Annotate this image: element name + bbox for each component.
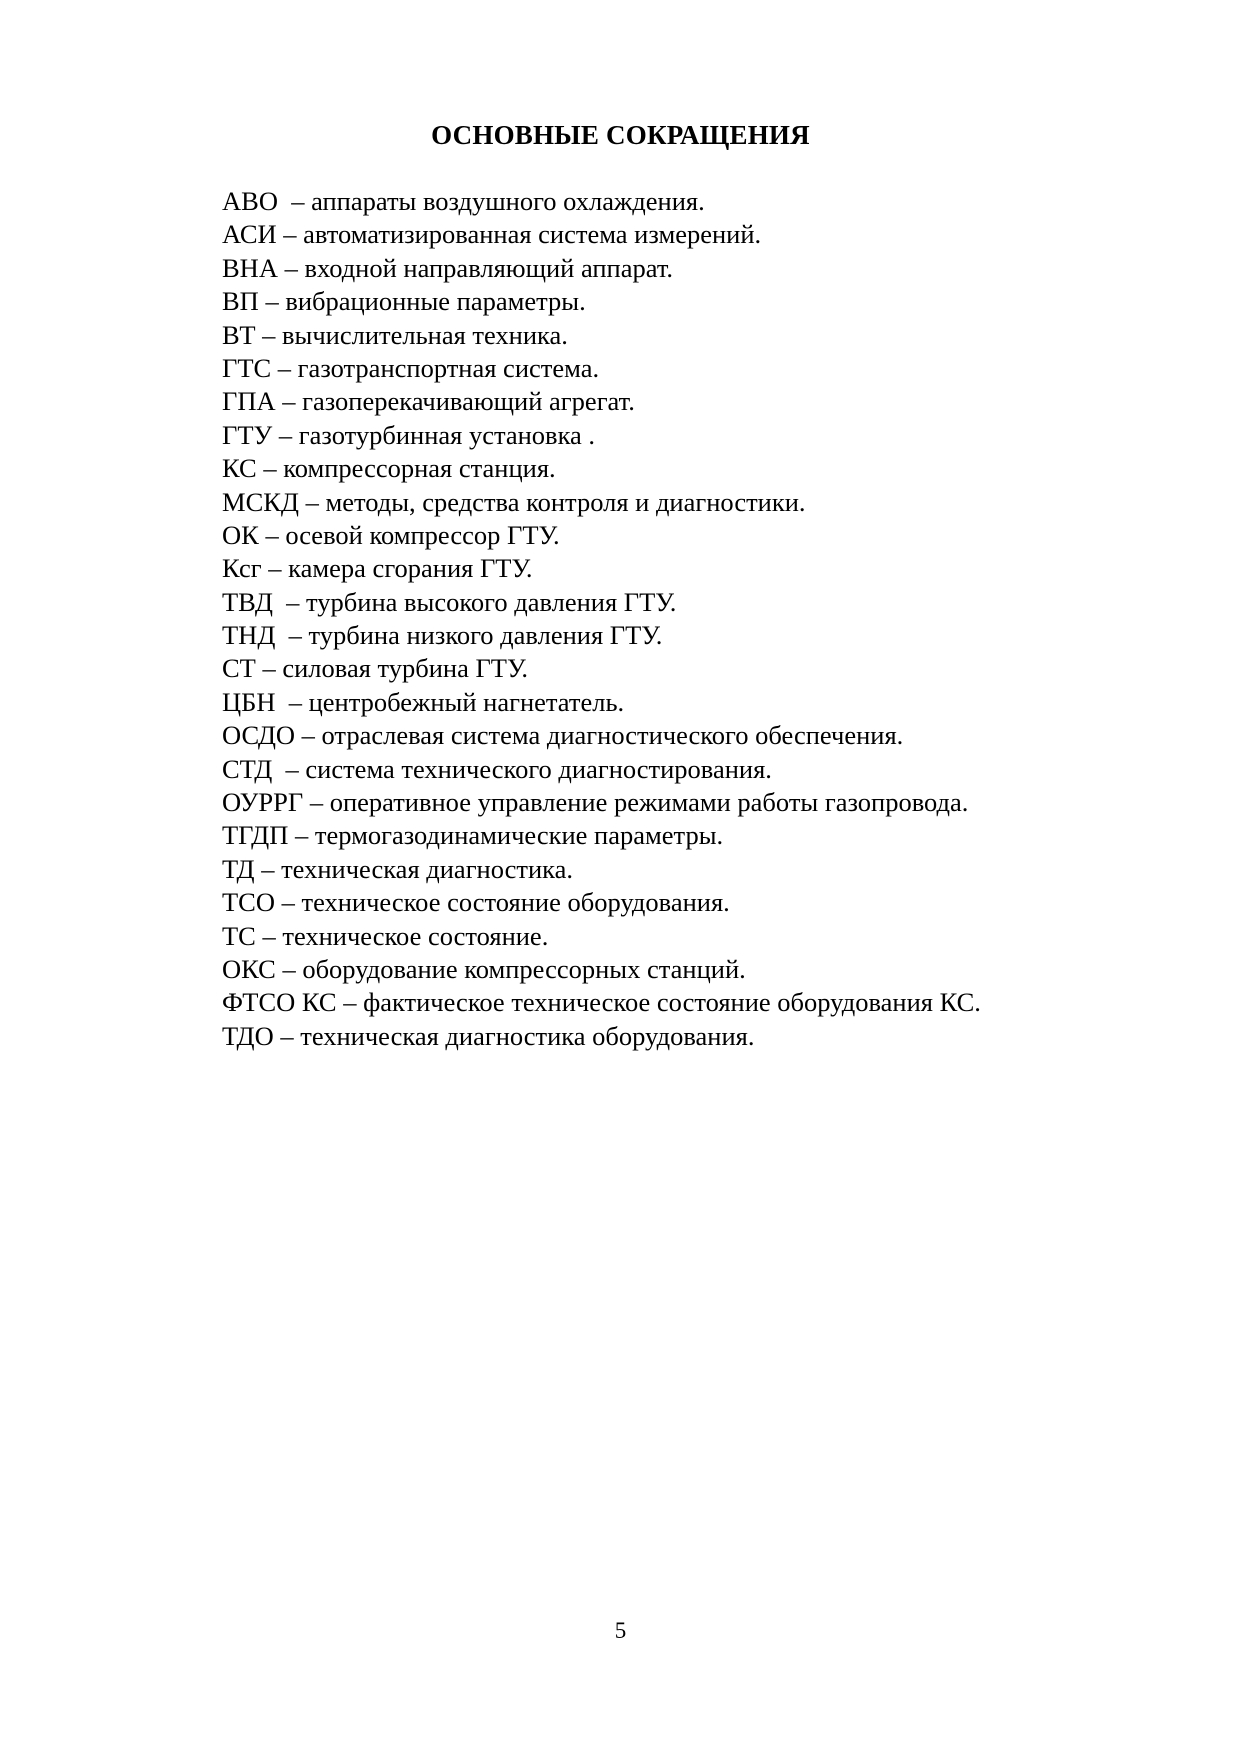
abbreviation-item: АСИ – автоматизированная система измерений. — [222, 219, 762, 250]
abbreviation-item: ОУРРГ – оперативное управление режимами работы газопровода. — [222, 787, 969, 818]
abbreviation-item: ВТ – вычислительная техника. — [222, 319, 568, 350]
abbreviation-item: СТ – силовая турбина ГТУ. — [222, 653, 529, 684]
abbreviation-item: ГТС – газотранспортная система. — [222, 352, 600, 383]
abbreviation-item: АВО – аппараты воздушного охлаждения. — [222, 186, 705, 216]
page-number: 5 — [614, 1618, 627, 1643]
abbreviation-item: МСКД – методы, средства контроля и диагностики. — [222, 486, 806, 517]
abbreviation-item: ТНД – турбина низкого давления ГТУ. — [222, 620, 663, 651]
abbreviation-item: ТВД – турбина высокого давления ГТУ. — [222, 586, 677, 617]
abbreviation-item: ФТСО КС – фактическое техническое состояние оборудования КС. — [222, 987, 981, 1018]
abbreviation-item: КС – компрессорная станция. — [222, 453, 556, 484]
abbreviation-item: ТДО – техническая диагностика оборудования. — [222, 1020, 755, 1051]
abbreviation-list — [222, 185, 981, 1053]
abbreviation-item: ТС – техническое состояние. — [222, 920, 549, 951]
abbreviation-item: ОКС – оборудование компрессорных станций. — [222, 953, 746, 984]
abbreviation-item: ТСО – техническое состояние оборудования. — [222, 887, 730, 918]
page-title: ОСНОВНЫЕ СОКРАЩЕНИЯ — [431, 120, 810, 150]
abbreviation-item: ТД – техническая диагностика. — [222, 853, 574, 884]
abbreviation-item: ЦБН – центробежный нагнетатель. — [222, 686, 625, 717]
abbreviation-item: ОК – осевой компрессор ГТУ. — [222, 519, 560, 550]
abbreviation-item: Ксг – камера сгорания ГТУ. — [222, 553, 533, 584]
abbreviation-item: ТГДП – термогазодинамические параметры. — [222, 820, 724, 851]
abbreviation-item: ВНА – входной направляющий аппарат. — [222, 252, 674, 283]
abbreviation-item: ГПА – газоперекачивающий агрегат. — [222, 386, 635, 417]
abbreviation-item: ВП – вибрационные параметры. — [222, 286, 586, 317]
abbreviation-item: СТД – система технического диагностирования. — [222, 753, 772, 784]
abbreviation-item: ОСДО – отраслевая система диагностического обеспечения. — [222, 720, 904, 751]
abbreviation-item: ГТУ – газотурбинная установка . — [222, 419, 596, 450]
